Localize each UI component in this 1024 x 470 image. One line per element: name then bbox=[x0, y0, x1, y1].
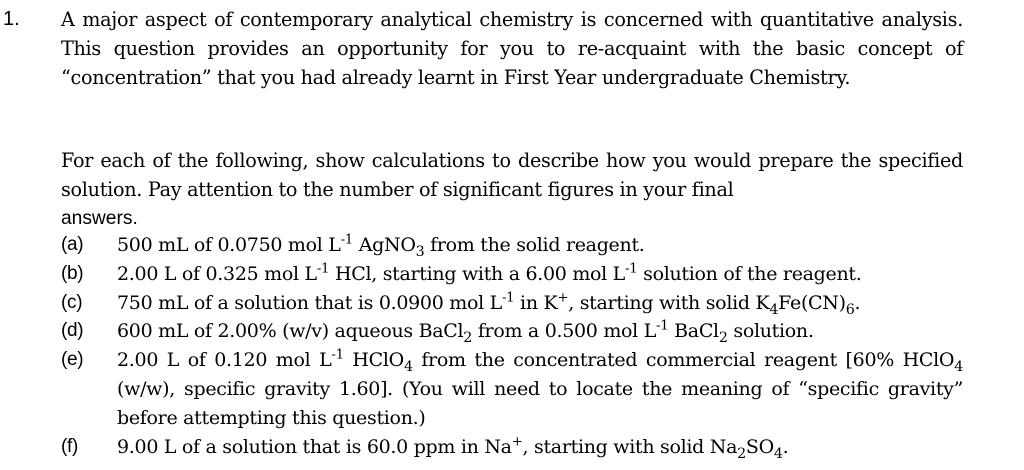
item-a bbox=[61, 231, 963, 260]
item-text: 600 mL of 2.00% (w/v) aqueous BaCl$_2$ from a 0.500 mol $L^{-1}$ BaCl$_2$ solution. bbox=[117, 319, 814, 347]
question-intro: A major aspect of contemporary analytical chemistry is concerned with quantitative analysis. This question provides an opportunity for you to re-acquaint with the basic concept of “concentration” that you had already learnt in First Year undergraduate Chemistry. bbox=[61, 8, 963, 89]
item-label: (d) bbox=[61, 320, 84, 342]
item-label: (a) bbox=[61, 234, 84, 255]
item-text: 500 mL of 0.0750 mol $L^{-1}$ AgNO$_3$ from the solid reagent. bbox=[117, 232, 645, 260]
item-c bbox=[61, 289, 963, 318]
item-e bbox=[61, 346, 963, 432]
item-text: 2.00 L of 0.120 mol $L^{-1}$ HClO$_4$ from the concentrated commercial reagent [60% HClO$_4$ (w/w), specific gravity 1.60]. (You will need to locate the meaning of “specific gravity” before attempting this question.) bbox=[117, 347, 963, 429]
item-text: 9.00 L of a solution that is 60.0 ppm in Na+, starting with solid $Na_2SO_4$. bbox=[117, 434, 789, 462]
item-b bbox=[61, 260, 963, 289]
item-label: (f) bbox=[61, 435, 79, 457]
item-text: 2.00 L of 0.325 mol $L^{-1}$ HCl, starting with a 6.00 mol $L^{-1}$ solution of the reagent. bbox=[117, 261, 862, 285]
item-text: 750 mL of a solution that is 0.0900 mol $L^{-1}$ in K+, starting with solid $K_4Fe(CN)_6$. bbox=[117, 290, 861, 318]
item-list bbox=[61, 231, 963, 461]
item-label: (b) bbox=[61, 262, 84, 284]
item-label: (e) bbox=[61, 349, 84, 371]
item-label: (c) bbox=[61, 291, 83, 313]
item-f bbox=[61, 433, 963, 462]
question-instruction-tail: answers. bbox=[61, 208, 138, 229]
question-number: 1. bbox=[3, 8, 20, 30]
item-d bbox=[61, 317, 963, 346]
question-instruction: For each of the following, show calculations to describe how you would prepare the specified solution. Pay attention to the number of significant figures in your final bbox=[61, 149, 963, 201]
